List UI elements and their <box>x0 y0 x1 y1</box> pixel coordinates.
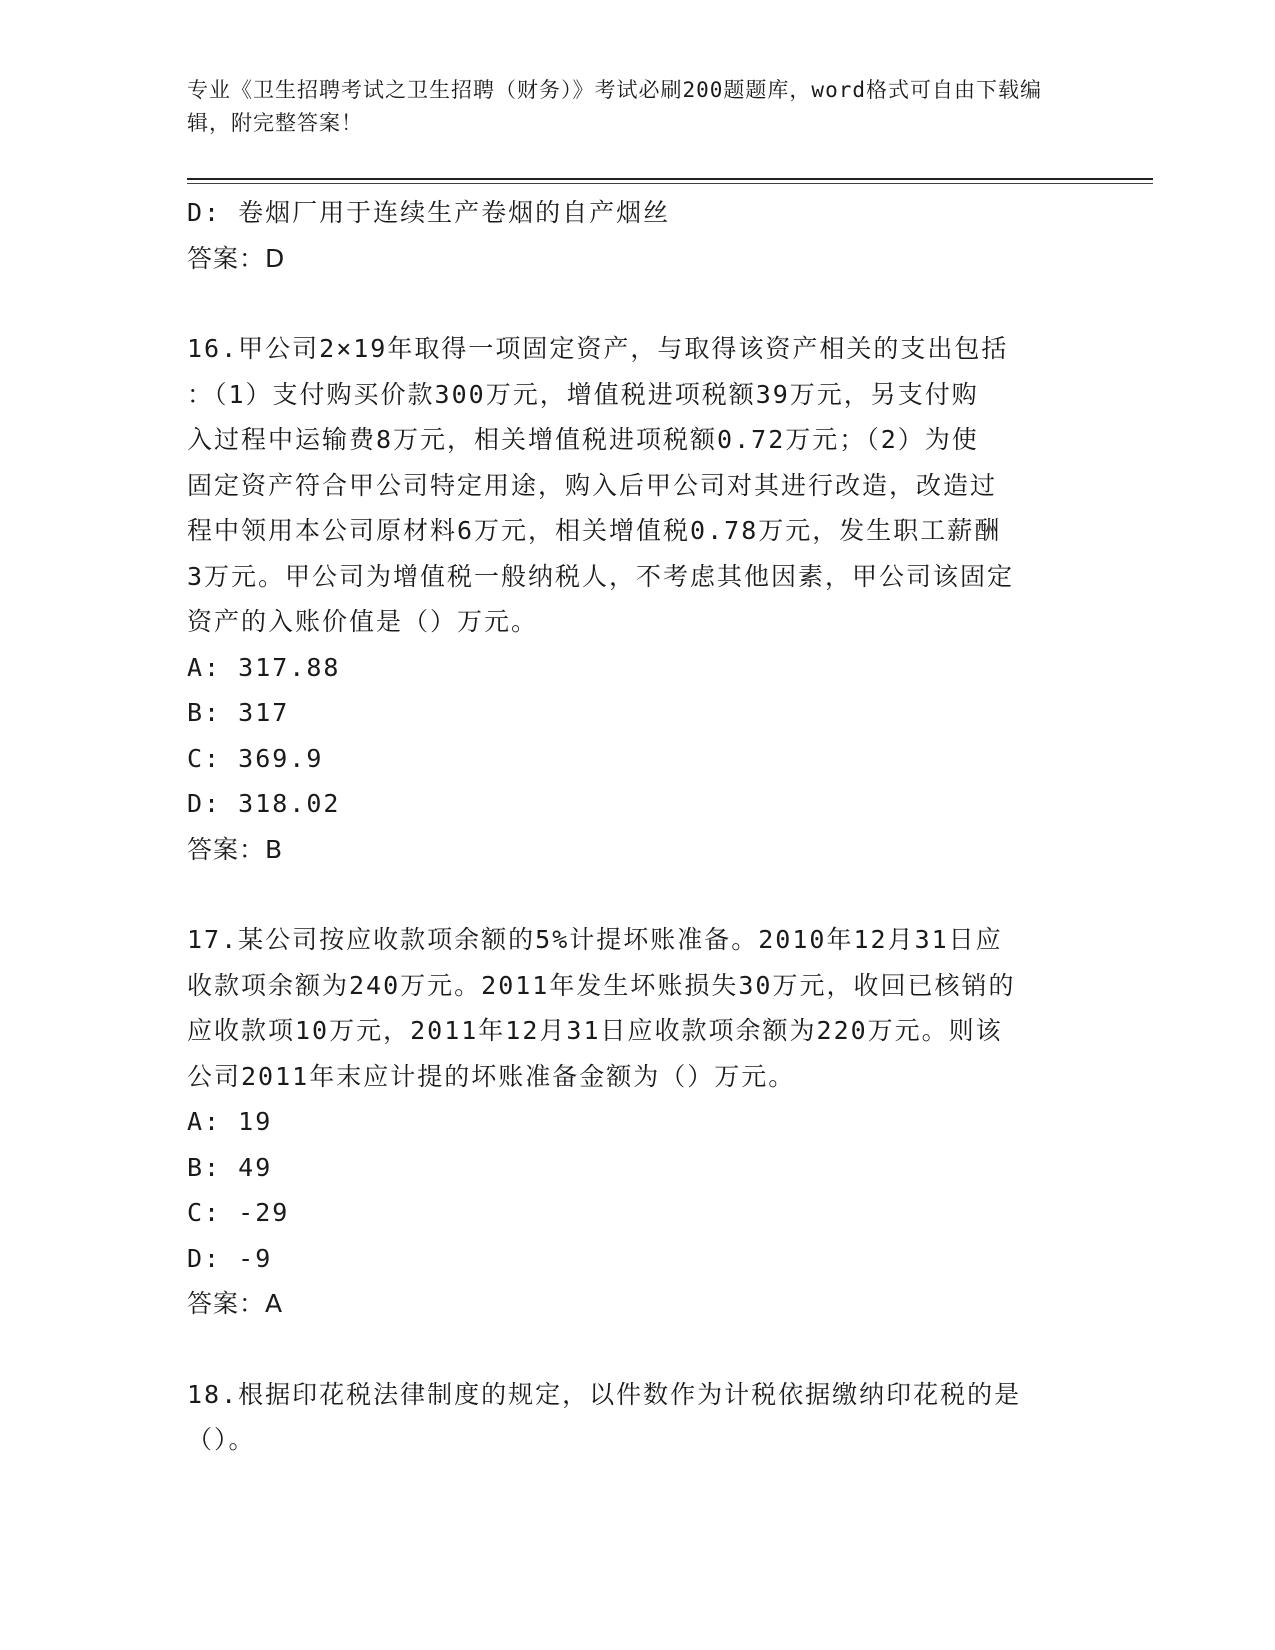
q16-line: 16.甲公司2×19年取得一项固定资产，与取得该资产相关的支出包括 <box>187 334 1009 363</box>
q16-line: 入过程中运输费8万元，相关增值税进项税额0.72万元；（2）为使 <box>187 425 979 454</box>
q16-line: 资产的入账价值是（）万元。 <box>187 607 539 636</box>
header-rule-thick <box>187 178 1153 180</box>
document-body <box>187 190 1087 1463</box>
q16-line: ：（1）支付购买价款300万元，增值税进项税额39万元，另支付购 <box>187 379 979 409</box>
q17-line: 公司2011年末应计提的坏账准备金额为（）万元。 <box>187 1061 796 1091</box>
q16-option-a: A: 317.88 <box>187 652 341 682</box>
q16-option-b: B: 317 <box>187 698 290 727</box>
q18-line: 18.根据印花税法律制度的规定，以件数作为计税依据缴纳印花税的是 <box>187 1379 1022 1409</box>
spacer <box>187 281 1087 326</box>
q17-option-c: C: -29 <box>187 1198 290 1227</box>
q15-option-d: D: 卷烟厂用于连续生产卷烟的自产烟丝 <box>187 198 671 227</box>
q17-option-b: B: 49 <box>187 1152 273 1182</box>
spacer <box>187 1327 1087 1372</box>
document-header: 专业《卫生招聘考试之卫生招聘（财务）》考试必刷200题题库，word格式可自由下载编辑，附完整答案！ <box>187 78 1042 135</box>
q18-line: （）。 <box>187 1425 256 1454</box>
q16-option-c: C: 369.9 <box>187 743 324 773</box>
q18-stem <box>187 1372 1082 1463</box>
q16-line: 固定资产符合甲公司特定用途，购入后甲公司对其进行改造，改造过 <box>187 470 998 500</box>
q16-line: 3万元。甲公司为增值税一般纳税人，不考虑其他因素，甲公司该固定 <box>187 561 1015 591</box>
q16-answer: 答案：B <box>187 834 284 864</box>
q15-answer: 答案：D <box>187 243 286 273</box>
q17-stem <box>187 917 1082 1099</box>
q17-option-d: D: -9 <box>187 1243 273 1273</box>
q16-line: 程中领用本公司原材料6万元，相关增值税0.78万元，发生职工薪酬 <box>187 516 1002 545</box>
q17-line: 收款项余额为240万元。2011年发生坏账损失30万元，收回已核销的 <box>187 970 1016 1000</box>
header-rule-thin <box>187 183 1153 184</box>
q17-answer: 答案：A <box>187 1289 284 1318</box>
q17-option-a: A: 19 <box>187 1107 273 1136</box>
q17-line: 17.某公司按应收款项余额的5%计提坏账准备。2010年12月31日应 <box>187 925 1003 954</box>
spacer <box>187 872 1087 917</box>
q16-stem <box>187 326 1082 645</box>
q17-line: 应收款项10万元，2011年12月31日应收款项余额为220万元。则该 <box>187 1016 1003 1045</box>
q16-option-d: D: 318.02 <box>187 789 341 818</box>
